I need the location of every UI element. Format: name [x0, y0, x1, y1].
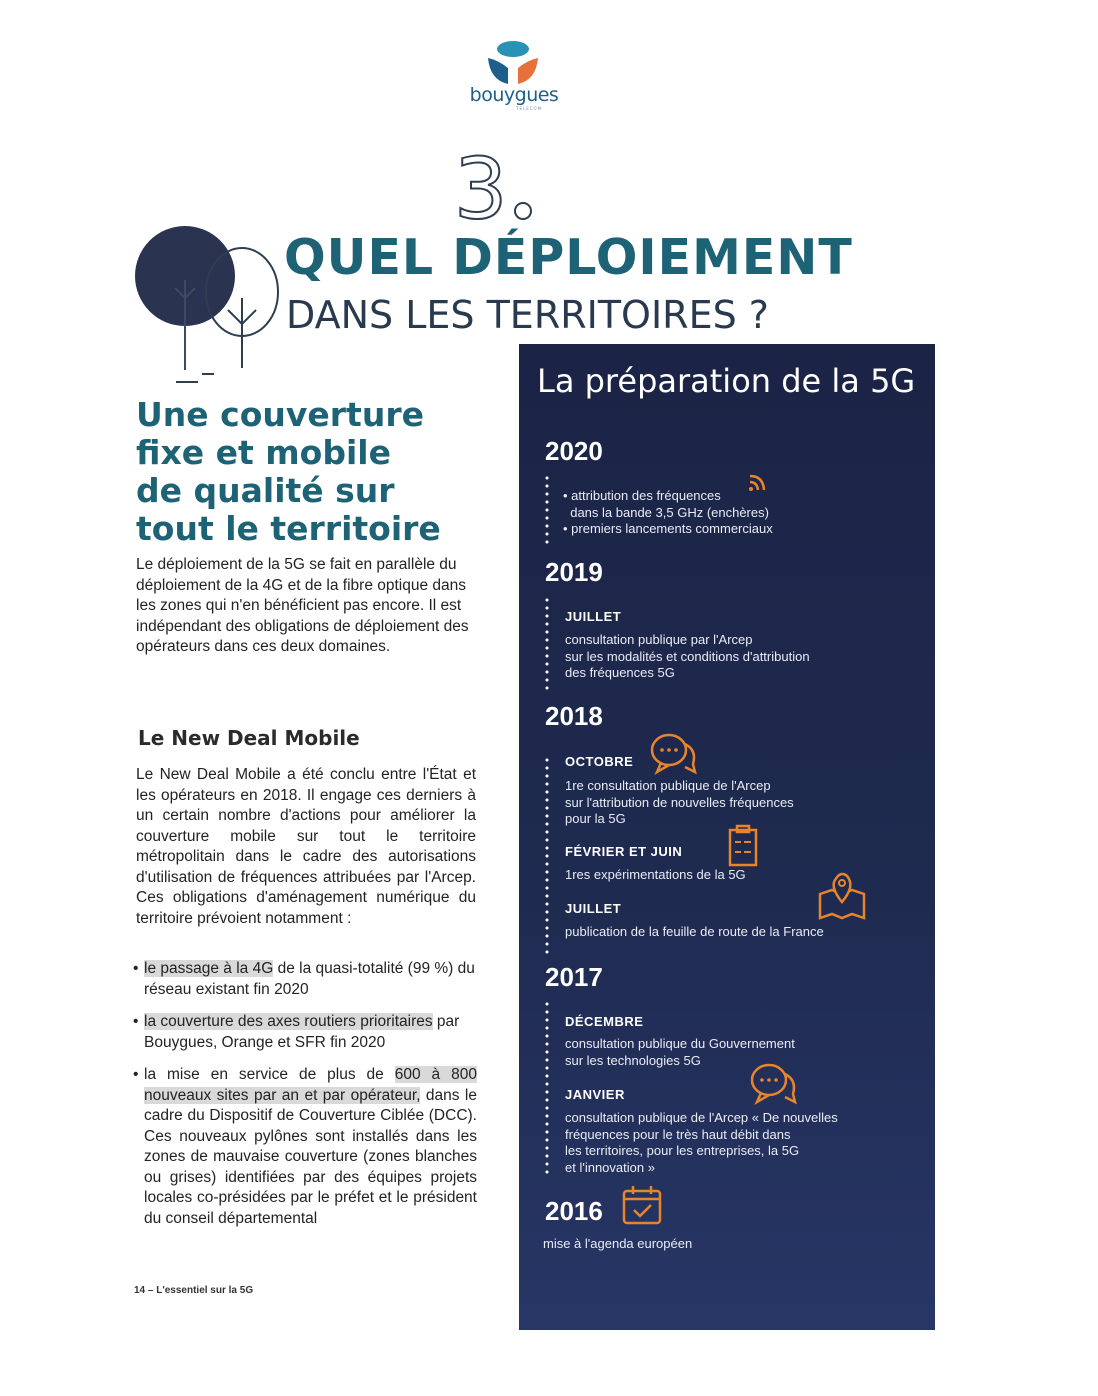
event-2016: mise à l'agenda européen	[543, 1236, 693, 1251]
page-title: QUEL DÉPLOIEMENT	[284, 229, 853, 286]
logo-mark-icon	[468, 38, 560, 86]
timeline-dots	[545, 474, 549, 546]
event-line: des fréquences 5G	[565, 665, 675, 680]
list-item-text: la mise en service de plus de	[144, 1066, 395, 1083]
year-2018: 2018	[545, 701, 603, 731]
year-2019: 2019	[545, 557, 603, 587]
intro-paragraph: Le déploiement de la 5G se fait en parallèle du déploiement de la 4G et de la fibre optique dans les zones qui n'en bénéficient pas encore. Il est indépendant des obligations de déploiement des opérateurs dans ces deux domaines.	[136, 556, 469, 655]
highlighted-text: le passage à la 4G	[144, 960, 274, 977]
highlighted-text: 600 à 800 nouveaux sites par an et par opérateur,	[144, 1066, 477, 1104]
highlighted-text: la couverture des axes routiers prioritaires	[144, 1013, 433, 1030]
section-number	[452, 150, 542, 230]
subsection-heading: Le New Deal Mobile	[138, 726, 360, 750]
year-2020: 2020	[545, 436, 603, 466]
obligations-list	[133, 959, 477, 1241]
chat-bubble-icon	[749, 1062, 799, 1110]
heading-line: Une couverture	[136, 395, 424, 434]
event-month: OCTOBRE	[565, 754, 634, 769]
checklist-icon	[727, 824, 759, 872]
event-month: JANVIER	[565, 1087, 625, 1102]
event-month: FÉVRIER ET JUIN	[565, 844, 683, 859]
event-2018-july: publication de la feuille de route de la France	[565, 924, 824, 939]
bouygues-logo	[468, 38, 560, 110]
list-item-text: de la quasi-totalité (99 %) du réseau existant fin 2020	[144, 960, 475, 998]
list-item-text: par Bouygues, Orange et SFR fin 2020	[144, 1013, 460, 1051]
map-pin-icon	[816, 872, 868, 926]
event-2017-december	[565, 1036, 885, 1069]
event-line: pour la 5G	[565, 811, 626, 826]
timeline-panel	[519, 344, 935, 1330]
event-line: dans la bande 3,5 GHz (enchères)	[563, 504, 769, 520]
panel-title: La préparation de la 5G	[537, 362, 916, 400]
logo-subtext: TELECOM	[516, 106, 543, 111]
event-line: • attribution des fréquences	[563, 488, 721, 503]
logo-wordmark: bouygues	[469, 84, 559, 106]
section-heading	[136, 396, 476, 548]
event-2018-october	[565, 778, 885, 828]
event-2020	[563, 488, 883, 538]
heading-line: fixe et mobile	[136, 433, 391, 472]
event-line: sur l'attribution de nouvelles fréquences	[565, 794, 794, 810]
event-line: sur les modalités et conditions d'attribution	[565, 648, 810, 664]
list-item-text: dans le cadre du Dispositif de Couverture Ciblée (DCC). Ces nouveaux pylônes sont installés dans les zones de mauvaise couverture (zones blanches ou grises) identifiées par des équipes projets locales co-présidées par le préfet et le président du conseil départemental	[144, 1086, 477, 1227]
timeline-dots	[545, 596, 549, 692]
event-line: sur les technologies 5G	[565, 1052, 701, 1068]
list-item	[133, 959, 477, 1000]
event-line: les territoires, pour les entreprises, la 5G	[565, 1143, 800, 1158]
page-footer: 14 – L'essentiel sur la 5G	[134, 1285, 254, 1296]
event-month: JUILLET	[565, 901, 622, 916]
timeline-dots	[545, 1000, 549, 1176]
event-2017-january	[565, 1110, 885, 1176]
section-number-text: 3	[454, 150, 508, 230]
year-2017: 2017	[545, 962, 603, 992]
event-line: • premiers lancements commerciaux	[563, 521, 773, 536]
calendar-check-icon	[621, 1184, 663, 1230]
heading-line: de qualité sur	[136, 471, 395, 510]
year-2016: 2016	[545, 1196, 603, 1226]
trees-illustration	[130, 210, 280, 395]
event-line: consultation publique par l'Arcep	[565, 632, 753, 647]
event-2019	[565, 632, 885, 682]
heading-line: tout le territoire	[136, 509, 441, 548]
chat-bubble-icon	[649, 732, 699, 780]
page-subtitle: DANS LES TERRITOIRES ?	[286, 293, 769, 337]
list-item	[133, 1012, 477, 1053]
event-line: fréquences pour le très haut débit dans	[565, 1126, 791, 1142]
list-item	[133, 1065, 477, 1229]
timeline-dots	[545, 756, 549, 956]
event-line: et l'innovation »	[565, 1159, 655, 1175]
event-month: DÉCEMBRE	[565, 1014, 644, 1029]
event-2018-feb-june: 1res expérimentations de la 5G	[565, 867, 746, 882]
event-line: consultation publique de l'Arcep « De nouvelles	[565, 1110, 838, 1125]
newdeal-paragraph: Le New Deal Mobile a été conclu entre l'État et les opérateurs en 2018. Il engage ces derniers à un certain nombre d'actions pour améliorer la couverture mobile sur tout le territoire métropolitain dans le cadre des autorisations d'utilisation de fréquences attribuées par l'Arcep. Ces obligations d'aménagement numérique du territoire prévoient notamment :	[136, 766, 476, 927]
event-month: JUILLET	[565, 609, 622, 624]
event-line: 1re consultation publique de l'Arcep	[565, 778, 771, 793]
event-line: consultation publique du Gouvernement	[565, 1036, 795, 1051]
